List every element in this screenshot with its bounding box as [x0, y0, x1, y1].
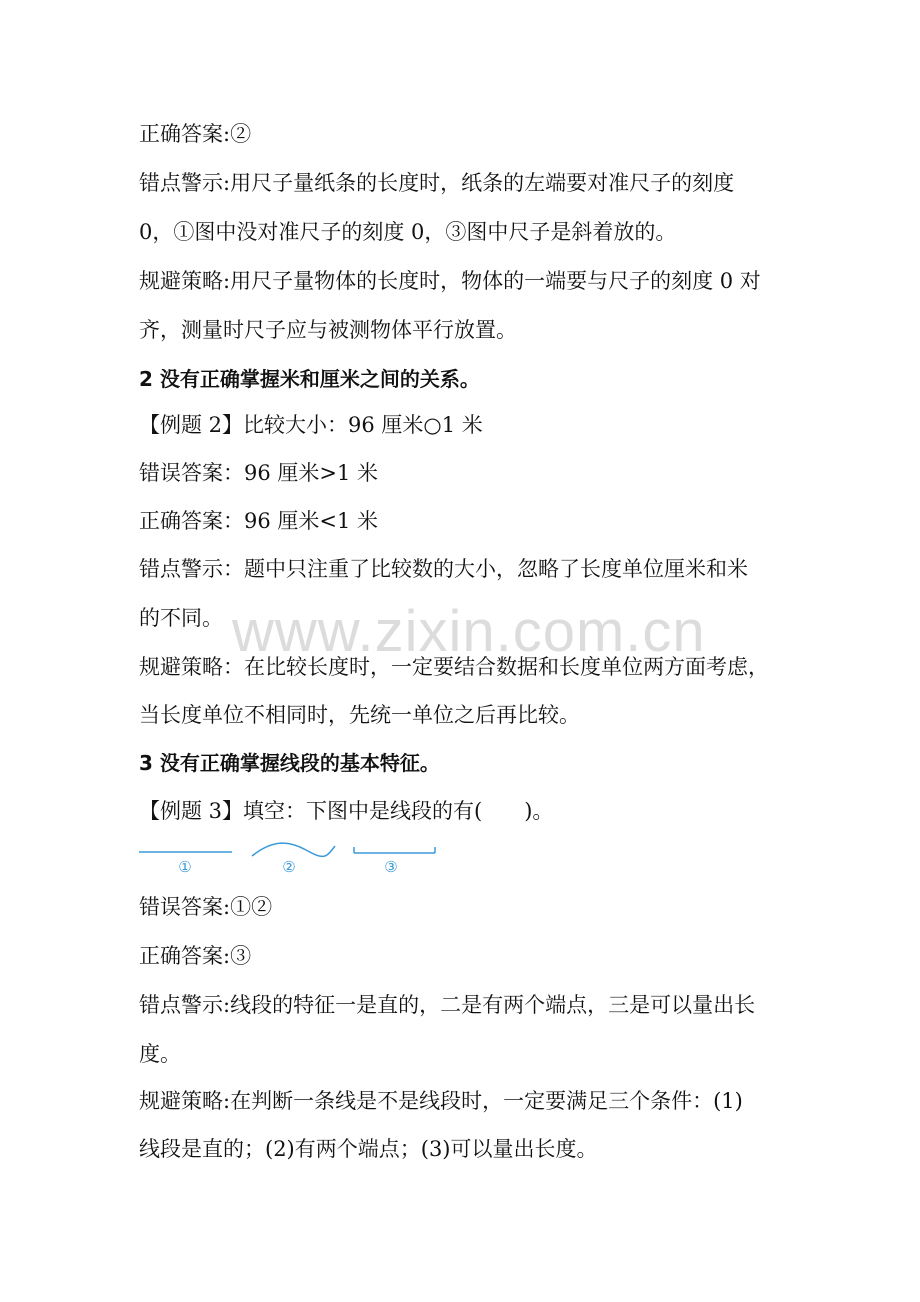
section-heading-2: 2 没有正确掌握米和厘米之间的关系。 — [139, 367, 480, 391]
error-warning-2-line1: 错点警示：题中只注重了比较数的大小，忽略了长度单位厘米和米 — [139, 557, 748, 581]
answer-wrong-3: 错误答案:①② — [139, 895, 273, 919]
error-warning-2-line2: 的不同。 — [139, 606, 223, 630]
strategy-3-line1: 规避策略:在判断一条线是不是线段时，一定要满足三个条件：(1) — [139, 1089, 743, 1113]
strategy-2-line2: 当长度单位不相同时，先统一单位之后再比较。 — [139, 703, 580, 727]
section-heading-3: 3 没有正确掌握线段的基本特征。 — [139, 751, 440, 775]
answer-wrong-2: 错误答案：96 厘米>1 米 — [139, 461, 379, 485]
figure-label-3: ③ — [384, 858, 398, 876]
answer-correct-3: 正确答案:③ — [139, 944, 252, 968]
figure-label-1: ① — [178, 858, 192, 876]
example-3: 【例题 3】填空：下图中是线段的有( )。 — [139, 799, 554, 823]
line-segment-figure — [136, 836, 446, 884]
example-2: 【例题 2】比较大小：96 厘米○1 米 — [139, 413, 483, 437]
error-warning-3-line2: 度。 — [139, 1042, 181, 1066]
figure-curve-line — [252, 843, 335, 856]
strategy-1-line2: 齐，测量时尺子应与被测物体平行放置。 — [139, 318, 517, 342]
strategy-3-line2: 线段是直的；(2)有两个端点；(3)可以量出长度。 — [139, 1137, 598, 1161]
strategy-1-line1: 规避策略:用尺子量物体的长度时，物体的一端要与尺子的刻度 0 对 — [139, 269, 761, 293]
error-warning-3-line1: 错点警示:线段的特征一是直的，二是有两个端点，三是可以量出长 — [139, 993, 756, 1017]
answer-correct-2: 正确答案：96 厘米<1 米 — [139, 509, 379, 533]
figure-label-2: ② — [282, 858, 296, 876]
error-warning-1-line2: 0，①图中没对准尺子的刻度 0，③图中尺子是斜着放的。 — [139, 220, 677, 244]
answer-correct-1: 正确答案:② — [139, 122, 252, 146]
figure-drawing — [136, 836, 446, 880]
watermark: www.zixin.com.cn — [232, 599, 706, 664]
error-warning-1-line1: 错点警示:用尺子量纸条的长度时，纸条的左端要对准尺子的刻度 — [139, 171, 735, 195]
strategy-2-line1: 规避策略：在比较长度时，一定要结合数据和长度单位两方面考虑， — [139, 655, 769, 679]
